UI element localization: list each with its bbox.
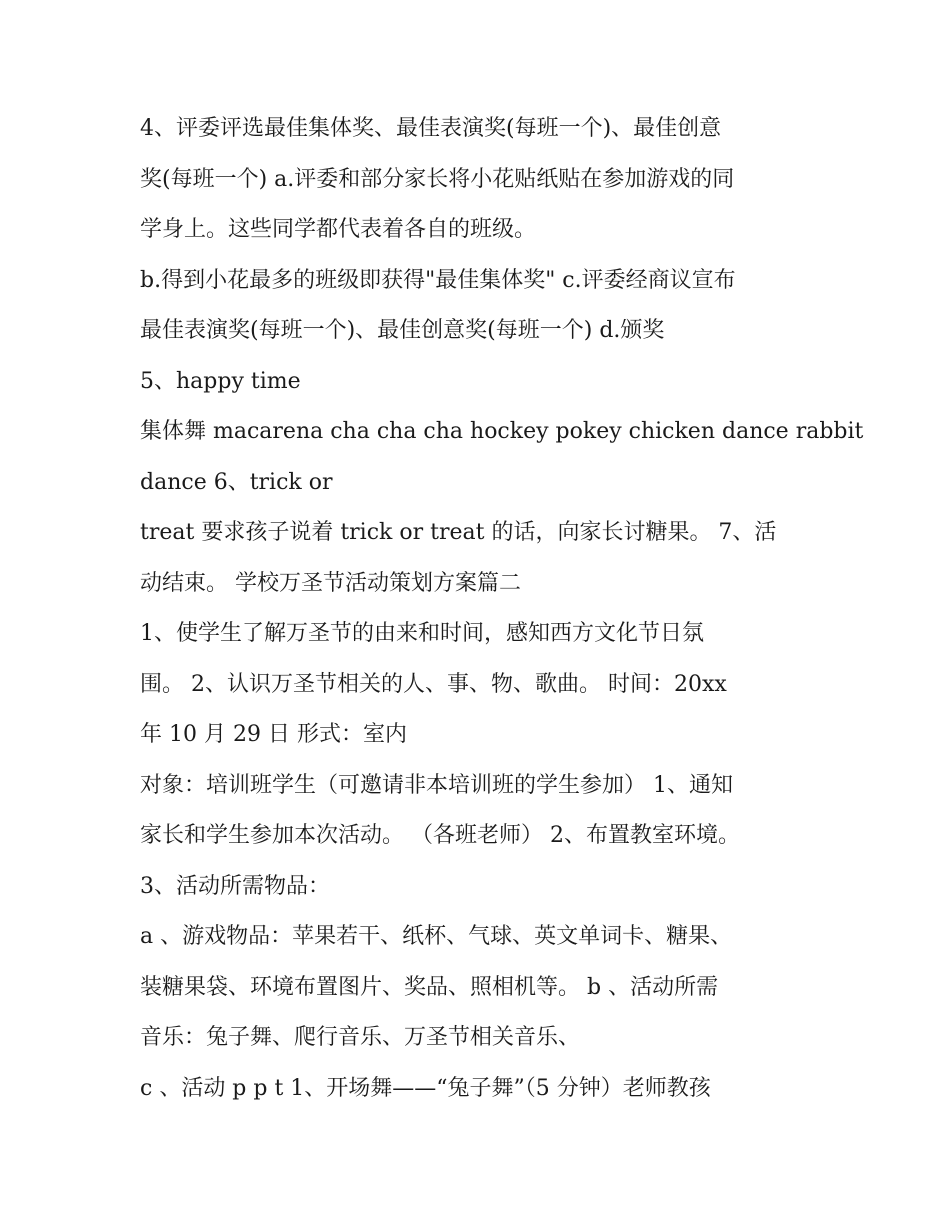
text-line: dance 6、trick or bbox=[140, 469, 333, 495]
text-line: c 、活动 p p t 1、开场舞——“兔子舞”（5 分钟）老师教孩 bbox=[140, 1075, 711, 1101]
text-line: 音乐：兔子舞、爬行音乐、万圣节相关音乐、 bbox=[140, 1025, 581, 1050]
text-line: 1、使学生了解万圣节的由来和时间，感知西方文化节日氛 bbox=[140, 621, 704, 646]
text-line: 最佳表演奖(每班一个)、最佳创意奖(每班一个) d.颁奖 bbox=[140, 318, 665, 343]
text-line: 年 10 月 29 日 形式：室内 bbox=[140, 722, 407, 747]
text-line: 家长和学生参加本次活动。 （各班老师） 2、布置教室环境。 bbox=[140, 823, 740, 848]
document-body bbox=[140, 104, 864, 1114]
text-line: 围。 2、认识万圣节相关的人、事、物、歌曲。 时间：20xx bbox=[140, 671, 727, 697]
text-line: 集体舞 macarena cha cha cha hockey pokey chicken dance rabbit bbox=[140, 419, 864, 444]
text-line: 3、活动所需物品： bbox=[140, 873, 330, 899]
text-line: 学身上。这些同学都代表着各自的班级。 bbox=[140, 217, 537, 242]
text-line: 5、happy time bbox=[140, 368, 301, 394]
text-line: 对象：培训班学生（可邀请非本培训班的学生参加） 1、通知 bbox=[140, 772, 733, 798]
text-line: 奖(每班一个) a.评委和部分家长将小花贴纸贴在参加游戏的同 bbox=[140, 166, 735, 192]
text-line: 4、评委评选最佳集体奖、最佳表演奖(每班一个)、最佳创意 bbox=[140, 116, 722, 141]
text-line: treat 要求孩子说着 trick or treat 的话，向家长讨糖果。 7、活 bbox=[140, 520, 777, 545]
text-line: 动结束。 学校万圣节活动策划方案篇二 bbox=[140, 570, 521, 596]
text-line: b.得到小花最多的班级即获得"最佳集体奖" c.评委经商议宣布 bbox=[140, 267, 736, 293]
text-line: 装糖果袋、环境布置图片、奖品、照相机等。 b 、活动所需 bbox=[140, 974, 719, 1000]
text-line: a 、游戏物品：苹果若干、纸杯、气球、英文单词卡、糖果、 bbox=[140, 924, 733, 949]
